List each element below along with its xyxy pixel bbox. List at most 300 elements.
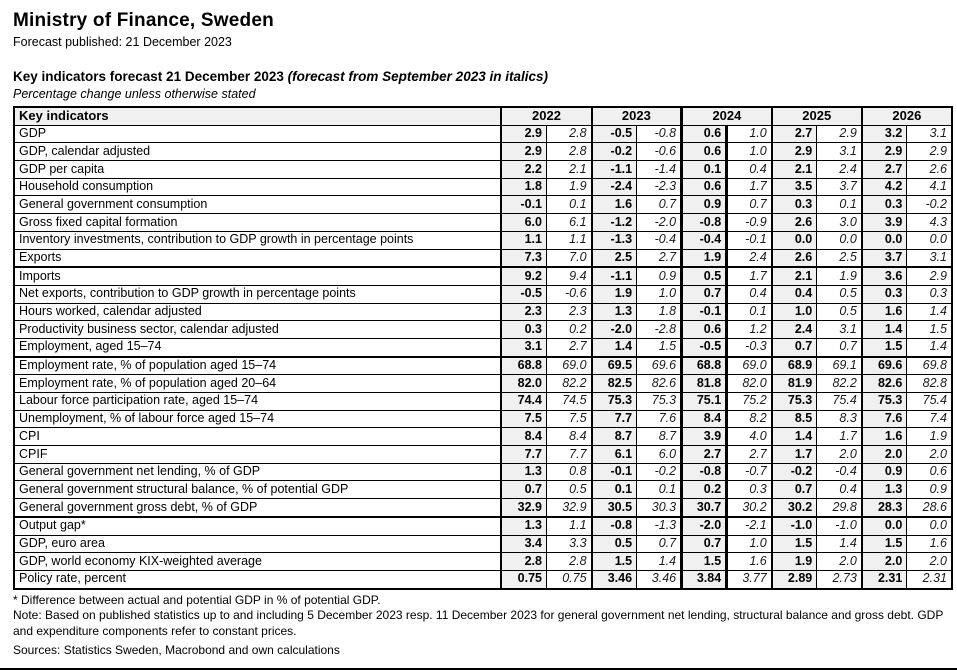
value-current-forecast: 82.6	[862, 375, 907, 393]
value-september-forecast: 2.3	[547, 303, 592, 321]
value-september-forecast: 28.6	[907, 499, 952, 517]
row-label: Output gap*	[14, 517, 501, 535]
value-september-forecast: -0.9	[727, 214, 772, 232]
value-current-forecast: 0.3	[772, 196, 817, 214]
value-september-forecast: 4.1	[907, 178, 952, 196]
value-september-forecast: 2.9	[907, 267, 952, 285]
value-current-forecast: 1.3	[501, 517, 546, 535]
value-current-forecast: 0.0	[862, 231, 907, 249]
value-current-forecast: -0.2	[772, 463, 817, 481]
value-september-forecast: 1.0	[727, 535, 772, 553]
value-current-forecast: 2.9	[772, 143, 817, 161]
value-current-forecast: 74.4	[501, 393, 546, 411]
value-september-forecast: 8.2	[727, 410, 772, 428]
row-label: GDP, world economy KIX-weighted average	[14, 553, 501, 571]
value-current-forecast: 2.31	[862, 570, 907, 588]
value-current-forecast: 0.1	[682, 161, 727, 179]
value-september-forecast: 2.9	[907, 143, 952, 161]
value-current-forecast: 2.5	[592, 249, 637, 267]
table-row	[14, 249, 952, 267]
value-current-forecast: 0.6	[682, 143, 727, 161]
value-current-forecast: 30.2	[772, 499, 817, 517]
table-row	[14, 303, 952, 321]
value-september-forecast: -1.4	[637, 161, 682, 179]
value-september-forecast: 3.1	[817, 321, 862, 339]
value-september-forecast: -0.6	[547, 285, 592, 303]
value-september-forecast: 2.4	[817, 161, 862, 179]
table-row	[14, 196, 952, 214]
corner-header: Key indicators	[14, 107, 501, 125]
value-september-forecast: 2.73	[817, 570, 862, 588]
value-current-forecast: 75.1	[682, 393, 727, 411]
value-current-forecast: 2.4	[772, 321, 817, 339]
table-row	[14, 125, 952, 143]
value-current-forecast: 2.9	[501, 143, 546, 161]
value-current-forecast: 0.6	[682, 125, 727, 143]
value-current-forecast: 68.9	[772, 357, 817, 375]
value-current-forecast: 0.0	[862, 517, 907, 535]
row-label: CPI	[14, 428, 501, 446]
row-label: Net exports, contribution to GDP growth in percentage points	[14, 285, 501, 303]
value-current-forecast: 1.9	[772, 553, 817, 571]
value-september-forecast: 0.4	[727, 285, 772, 303]
row-label: Policy rate, percent	[14, 570, 501, 588]
value-current-forecast: 2.9	[862, 143, 907, 161]
value-current-forecast: -0.5	[501, 285, 546, 303]
value-september-forecast: 2.0	[907, 553, 952, 571]
value-september-forecast: 7.5	[547, 410, 592, 428]
value-september-forecast: 32.9	[547, 499, 592, 517]
value-september-forecast: 3.1	[817, 143, 862, 161]
value-september-forecast: 2.8	[547, 553, 592, 571]
value-current-forecast: 2.6	[772, 249, 817, 267]
value-current-forecast: 1.5	[772, 535, 817, 553]
value-september-forecast: 0.6	[907, 463, 952, 481]
value-current-forecast: -0.8	[682, 463, 727, 481]
value-current-forecast: 30.5	[592, 499, 637, 517]
value-september-forecast: 2.0	[817, 553, 862, 571]
row-label: Imports	[14, 267, 501, 285]
value-september-forecast: 0.5	[817, 285, 862, 303]
value-current-forecast: 3.2	[862, 125, 907, 143]
value-current-forecast: -0.8	[592, 517, 637, 535]
value-september-forecast: 2.1	[547, 161, 592, 179]
value-current-forecast: 7.7	[501, 446, 546, 464]
value-september-forecast: -0.6	[637, 143, 682, 161]
value-current-forecast: 28.3	[862, 499, 907, 517]
value-current-forecast: 1.5	[682, 553, 727, 571]
publish-date: Forecast published: 21 December 2023	[13, 35, 232, 49]
value-september-forecast: 82.2	[547, 375, 592, 393]
value-current-forecast: 0.75	[501, 570, 546, 588]
value-september-forecast: 0.5	[547, 481, 592, 499]
value-current-forecast: 1.4	[592, 338, 637, 356]
value-current-forecast: -0.1	[501, 196, 546, 214]
table-row	[14, 463, 952, 481]
value-current-forecast: 2.7	[862, 161, 907, 179]
value-current-forecast: -1.2	[592, 214, 637, 232]
value-september-forecast: 0.3	[727, 481, 772, 499]
value-current-forecast: 1.4	[862, 321, 907, 339]
value-current-forecast: 6.1	[592, 446, 637, 464]
table-row	[14, 143, 952, 161]
table-row	[14, 338, 952, 356]
row-label: Gross fixed capital formation	[14, 214, 501, 232]
value-current-forecast: 1.6	[862, 303, 907, 321]
value-september-forecast: 4.3	[907, 214, 952, 232]
value-september-forecast: 0.0	[907, 517, 952, 535]
value-current-forecast: 2.1	[772, 267, 817, 285]
row-label: GDP	[14, 125, 501, 143]
value-september-forecast: 0.4	[727, 161, 772, 179]
value-current-forecast: 75.3	[772, 393, 817, 411]
value-current-forecast: 0.4	[772, 285, 817, 303]
value-current-forecast: 8.7	[592, 428, 637, 446]
value-current-forecast: 69.5	[592, 357, 637, 375]
value-september-forecast: -1.3	[637, 517, 682, 535]
value-september-forecast: 30.2	[727, 499, 772, 517]
value-september-forecast: -0.8	[637, 125, 682, 143]
table-subtitle: Percentage change unless otherwise stated	[13, 87, 256, 101]
value-current-forecast: 3.46	[592, 570, 637, 588]
row-label: Employment rate, % of population aged 20–64	[14, 375, 501, 393]
value-september-forecast: 7.6	[637, 410, 682, 428]
value-current-forecast: 0.3	[862, 285, 907, 303]
value-current-forecast: -1.3	[592, 231, 637, 249]
footnote-note: Note: Based on published statistics up to and including 5 December 2023 resp. 11 December 2023 for general government net lending, structural balance and gross debt. GDP and expenditure components refer to constant prices.	[13, 608, 944, 639]
value-current-forecast: 1.3	[862, 481, 907, 499]
value-current-forecast: 1.0	[772, 303, 817, 321]
value-current-forecast: 7.7	[592, 410, 637, 428]
value-september-forecast: 0.7	[817, 338, 862, 356]
key-indicators-table	[13, 106, 953, 590]
table-row	[14, 535, 952, 553]
table-header-row	[14, 107, 952, 125]
table-title-main: Key indicators forecast 21 December 2023	[13, 69, 288, 84]
footnotes	[13, 593, 953, 659]
value-september-forecast: -2.1	[727, 517, 772, 535]
value-september-forecast: 0.4	[817, 481, 862, 499]
value-current-forecast: 3.9	[862, 214, 907, 232]
value-current-forecast: 1.7	[772, 446, 817, 464]
value-september-forecast: 0.7	[727, 196, 772, 214]
value-september-forecast: 1.6	[907, 535, 952, 553]
row-label: GDP, euro area	[14, 535, 501, 553]
value-september-forecast: 1.4	[637, 553, 682, 571]
value-september-forecast: -2.8	[637, 321, 682, 339]
value-september-forecast: 4.0	[727, 428, 772, 446]
value-september-forecast: 1.1	[547, 231, 592, 249]
value-september-forecast: 82.0	[727, 375, 772, 393]
value-current-forecast: 68.8	[501, 357, 546, 375]
value-current-forecast: 1.6	[862, 428, 907, 446]
value-september-forecast: 2.4	[727, 249, 772, 267]
table-row	[14, 481, 952, 499]
value-september-forecast: 1.1	[547, 517, 592, 535]
year-header: 2024	[682, 107, 772, 125]
value-current-forecast: -0.8	[682, 214, 727, 232]
value-september-forecast: 8.3	[817, 410, 862, 428]
value-current-forecast: 69.6	[862, 357, 907, 375]
value-current-forecast: 0.0	[772, 231, 817, 249]
table-title	[13, 69, 950, 84]
value-september-forecast: 2.7	[547, 338, 592, 356]
value-september-forecast: 7.0	[547, 249, 592, 267]
value-current-forecast: 2.7	[772, 125, 817, 143]
value-september-forecast: 0.3	[907, 285, 952, 303]
value-september-forecast: 0.5	[817, 303, 862, 321]
value-september-forecast: 29.8	[817, 499, 862, 517]
value-current-forecast: 1.5	[862, 535, 907, 553]
value-current-forecast: 3.4	[501, 535, 546, 553]
value-current-forecast: 2.0	[862, 553, 907, 571]
table-row	[14, 267, 952, 285]
value-september-forecast: 1.9	[817, 267, 862, 285]
value-current-forecast: 3.6	[862, 267, 907, 285]
value-september-forecast: 3.1	[907, 249, 952, 267]
value-current-forecast: 0.7	[682, 285, 727, 303]
value-current-forecast: 2.3	[501, 303, 546, 321]
value-september-forecast: 69.0	[727, 357, 772, 375]
table-row	[14, 499, 952, 517]
value-current-forecast: 7.6	[862, 410, 907, 428]
value-current-forecast: 1.3	[592, 303, 637, 321]
value-september-forecast: 30.3	[637, 499, 682, 517]
row-label: General government gross debt, % of GDP	[14, 499, 501, 517]
value-current-forecast: -1.1	[592, 267, 637, 285]
page-title: Ministry of Finance, Sweden	[13, 10, 274, 31]
value-september-forecast: 0.9	[637, 267, 682, 285]
value-current-forecast: 0.7	[772, 481, 817, 499]
value-current-forecast: 82.0	[501, 375, 546, 393]
value-current-forecast: 3.7	[862, 249, 907, 267]
value-current-forecast: 0.9	[862, 463, 907, 481]
value-september-forecast: 0.1	[727, 303, 772, 321]
value-september-forecast: 1.5	[637, 338, 682, 356]
value-september-forecast: 75.2	[727, 393, 772, 411]
value-september-forecast: 2.0	[907, 446, 952, 464]
year-header: 2025	[772, 107, 862, 125]
value-current-forecast: 0.5	[592, 535, 637, 553]
table-row	[14, 161, 952, 179]
value-september-forecast: 7.4	[907, 410, 952, 428]
value-september-forecast: 0.75	[547, 570, 592, 588]
value-september-forecast: 3.1	[907, 125, 952, 143]
value-september-forecast: 1.7	[817, 428, 862, 446]
value-current-forecast: 3.84	[682, 570, 727, 588]
value-current-forecast: 68.8	[682, 357, 727, 375]
value-september-forecast: 2.9	[817, 125, 862, 143]
value-september-forecast: 0.1	[547, 196, 592, 214]
value-september-forecast: -0.4	[817, 463, 862, 481]
value-current-forecast: 1.3	[501, 463, 546, 481]
value-september-forecast: 1.7	[727, 267, 772, 285]
row-label: General government net lending, % of GDP	[14, 463, 501, 481]
value-current-forecast: 0.7	[682, 535, 727, 553]
value-september-forecast: -0.2	[637, 463, 682, 481]
value-september-forecast: -2.0	[637, 214, 682, 232]
value-current-forecast: 1.9	[592, 285, 637, 303]
value-september-forecast: 3.3	[547, 535, 592, 553]
value-current-forecast: 75.3	[862, 393, 907, 411]
value-current-forecast: 9.2	[501, 267, 546, 285]
table-row	[14, 357, 952, 375]
row-label: Household consumption	[14, 178, 501, 196]
value-september-forecast: 2.0	[817, 446, 862, 464]
value-current-forecast: 7.5	[501, 410, 546, 428]
value-current-forecast: 3.5	[772, 178, 817, 196]
table-row	[14, 178, 952, 196]
value-september-forecast: -0.7	[727, 463, 772, 481]
value-current-forecast: -0.2	[592, 143, 637, 161]
value-current-forecast: 0.6	[682, 178, 727, 196]
table-row	[14, 214, 952, 232]
value-current-forecast: -0.1	[592, 463, 637, 481]
value-september-forecast: 69.0	[547, 357, 592, 375]
value-september-forecast: 2.7	[727, 446, 772, 464]
value-current-forecast: 75.3	[592, 393, 637, 411]
row-label: General government structural balance, % of potential GDP	[14, 481, 501, 499]
row-label: Hours worked, calendar adjusted	[14, 303, 501, 321]
value-september-forecast: 1.7	[727, 178, 772, 196]
row-label: CPIF	[14, 446, 501, 464]
value-september-forecast: 1.4	[817, 535, 862, 553]
value-september-forecast: 3.7	[817, 178, 862, 196]
value-current-forecast: 6.0	[501, 214, 546, 232]
row-label: Employment, aged 15–74	[14, 338, 501, 356]
value-september-forecast: 82.8	[907, 375, 952, 393]
row-label: Employment rate, % of population aged 15–74	[14, 357, 501, 375]
value-current-forecast: 1.1	[501, 231, 546, 249]
value-september-forecast: 0.0	[907, 231, 952, 249]
value-current-forecast: -2.0	[592, 321, 637, 339]
value-current-forecast: 0.5	[682, 267, 727, 285]
value-current-forecast: 82.5	[592, 375, 637, 393]
value-current-forecast: 2.0	[862, 446, 907, 464]
value-september-forecast: -0.3	[727, 338, 772, 356]
value-current-forecast: 7.3	[501, 249, 546, 267]
table-row	[14, 553, 952, 571]
footnote-output-gap: * Difference between actual and potential GDP in % of potential GDP.	[13, 592, 381, 607]
value-current-forecast: 32.9	[501, 499, 546, 517]
value-september-forecast: 74.5	[547, 393, 592, 411]
value-september-forecast: 82.6	[637, 375, 682, 393]
value-current-forecast: 81.8	[682, 375, 727, 393]
value-current-forecast: 2.7	[682, 446, 727, 464]
value-september-forecast: 8.4	[547, 428, 592, 446]
value-september-forecast: 2.6	[907, 161, 952, 179]
value-september-forecast: 1.9	[907, 428, 952, 446]
row-label: General government consumption	[14, 196, 501, 214]
row-label: GDP, calendar adjusted	[14, 143, 501, 161]
value-september-forecast: 2.8	[547, 125, 592, 143]
value-current-forecast: 8.5	[772, 410, 817, 428]
value-current-forecast: -1.0	[772, 517, 817, 535]
value-september-forecast: 0.0	[817, 231, 862, 249]
value-september-forecast: 1.0	[637, 285, 682, 303]
row-label: Exports	[14, 249, 501, 267]
value-september-forecast: 69.6	[637, 357, 682, 375]
value-current-forecast: 0.2	[682, 481, 727, 499]
value-september-forecast: 82.2	[817, 375, 862, 393]
value-september-forecast: 2.7	[637, 249, 682, 267]
value-september-forecast: 3.0	[817, 214, 862, 232]
value-current-forecast: 0.3	[862, 196, 907, 214]
value-current-forecast: 2.9	[501, 125, 546, 143]
value-september-forecast: 0.1	[817, 196, 862, 214]
value-september-forecast: 1.2	[727, 321, 772, 339]
value-current-forecast: -0.5	[592, 125, 637, 143]
row-label: Labour force participation rate, aged 15–74	[14, 393, 501, 411]
value-september-forecast: -0.4	[637, 231, 682, 249]
value-current-forecast: 2.6	[772, 214, 817, 232]
table-row	[14, 375, 952, 393]
value-september-forecast: 1.0	[727, 125, 772, 143]
value-current-forecast: 1.4	[772, 428, 817, 446]
value-september-forecast: 69.8	[907, 357, 952, 375]
value-september-forecast: 0.2	[547, 321, 592, 339]
value-september-forecast: 75.4	[907, 393, 952, 411]
value-september-forecast: 0.9	[907, 481, 952, 499]
value-september-forecast: 0.8	[547, 463, 592, 481]
value-september-forecast: 2.5	[817, 249, 862, 267]
value-september-forecast: -2.3	[637, 178, 682, 196]
table-row	[14, 446, 952, 464]
row-label: GDP per capita	[14, 161, 501, 179]
value-september-forecast: 1.6	[727, 553, 772, 571]
table-row	[14, 428, 952, 446]
value-current-forecast: 0.7	[501, 481, 546, 499]
value-current-forecast: 81.9	[772, 375, 817, 393]
table-row	[14, 321, 952, 339]
value-current-forecast: 1.6	[592, 196, 637, 214]
value-september-forecast: 7.7	[547, 446, 592, 464]
table-title-italic-note: (forecast from September 2023 in italics)	[287, 69, 548, 84]
value-current-forecast: -2.4	[592, 178, 637, 196]
row-label: Unemployment, % of labour force aged 15–74	[14, 410, 501, 428]
value-current-forecast: 1.5	[592, 553, 637, 571]
value-september-forecast: 1.8	[637, 303, 682, 321]
table-row	[14, 231, 952, 249]
value-september-forecast: 8.7	[637, 428, 682, 446]
value-september-forecast: 1.4	[907, 338, 952, 356]
table-row	[14, 410, 952, 428]
table-row	[14, 285, 952, 303]
table-row	[14, 570, 952, 588]
value-current-forecast: 2.1	[772, 161, 817, 179]
value-current-forecast: 30.7	[682, 499, 727, 517]
value-current-forecast: 0.3	[501, 321, 546, 339]
value-current-forecast: -0.1	[682, 303, 727, 321]
value-current-forecast: -2.0	[682, 517, 727, 535]
value-september-forecast: 1.4	[907, 303, 952, 321]
value-september-forecast: 1.5	[907, 321, 952, 339]
value-current-forecast: 8.4	[682, 410, 727, 428]
year-header: 2026	[862, 107, 952, 125]
year-header: 2023	[592, 107, 682, 125]
value-current-forecast: 2.2	[501, 161, 546, 179]
value-september-forecast: 3.46	[637, 570, 682, 588]
year-header: 2022	[501, 107, 591, 125]
value-september-forecast: 9.4	[547, 267, 592, 285]
table-row	[14, 393, 952, 411]
value-september-forecast: 2.8	[547, 143, 592, 161]
value-september-forecast: 1.0	[727, 143, 772, 161]
row-label: Inventory investments, contribution to GDP growth in percentage points	[14, 231, 501, 249]
value-current-forecast: 1.9	[682, 249, 727, 267]
value-current-forecast: 3.1	[501, 338, 546, 356]
row-label: Productivity business sector, calendar adjusted	[14, 321, 501, 339]
